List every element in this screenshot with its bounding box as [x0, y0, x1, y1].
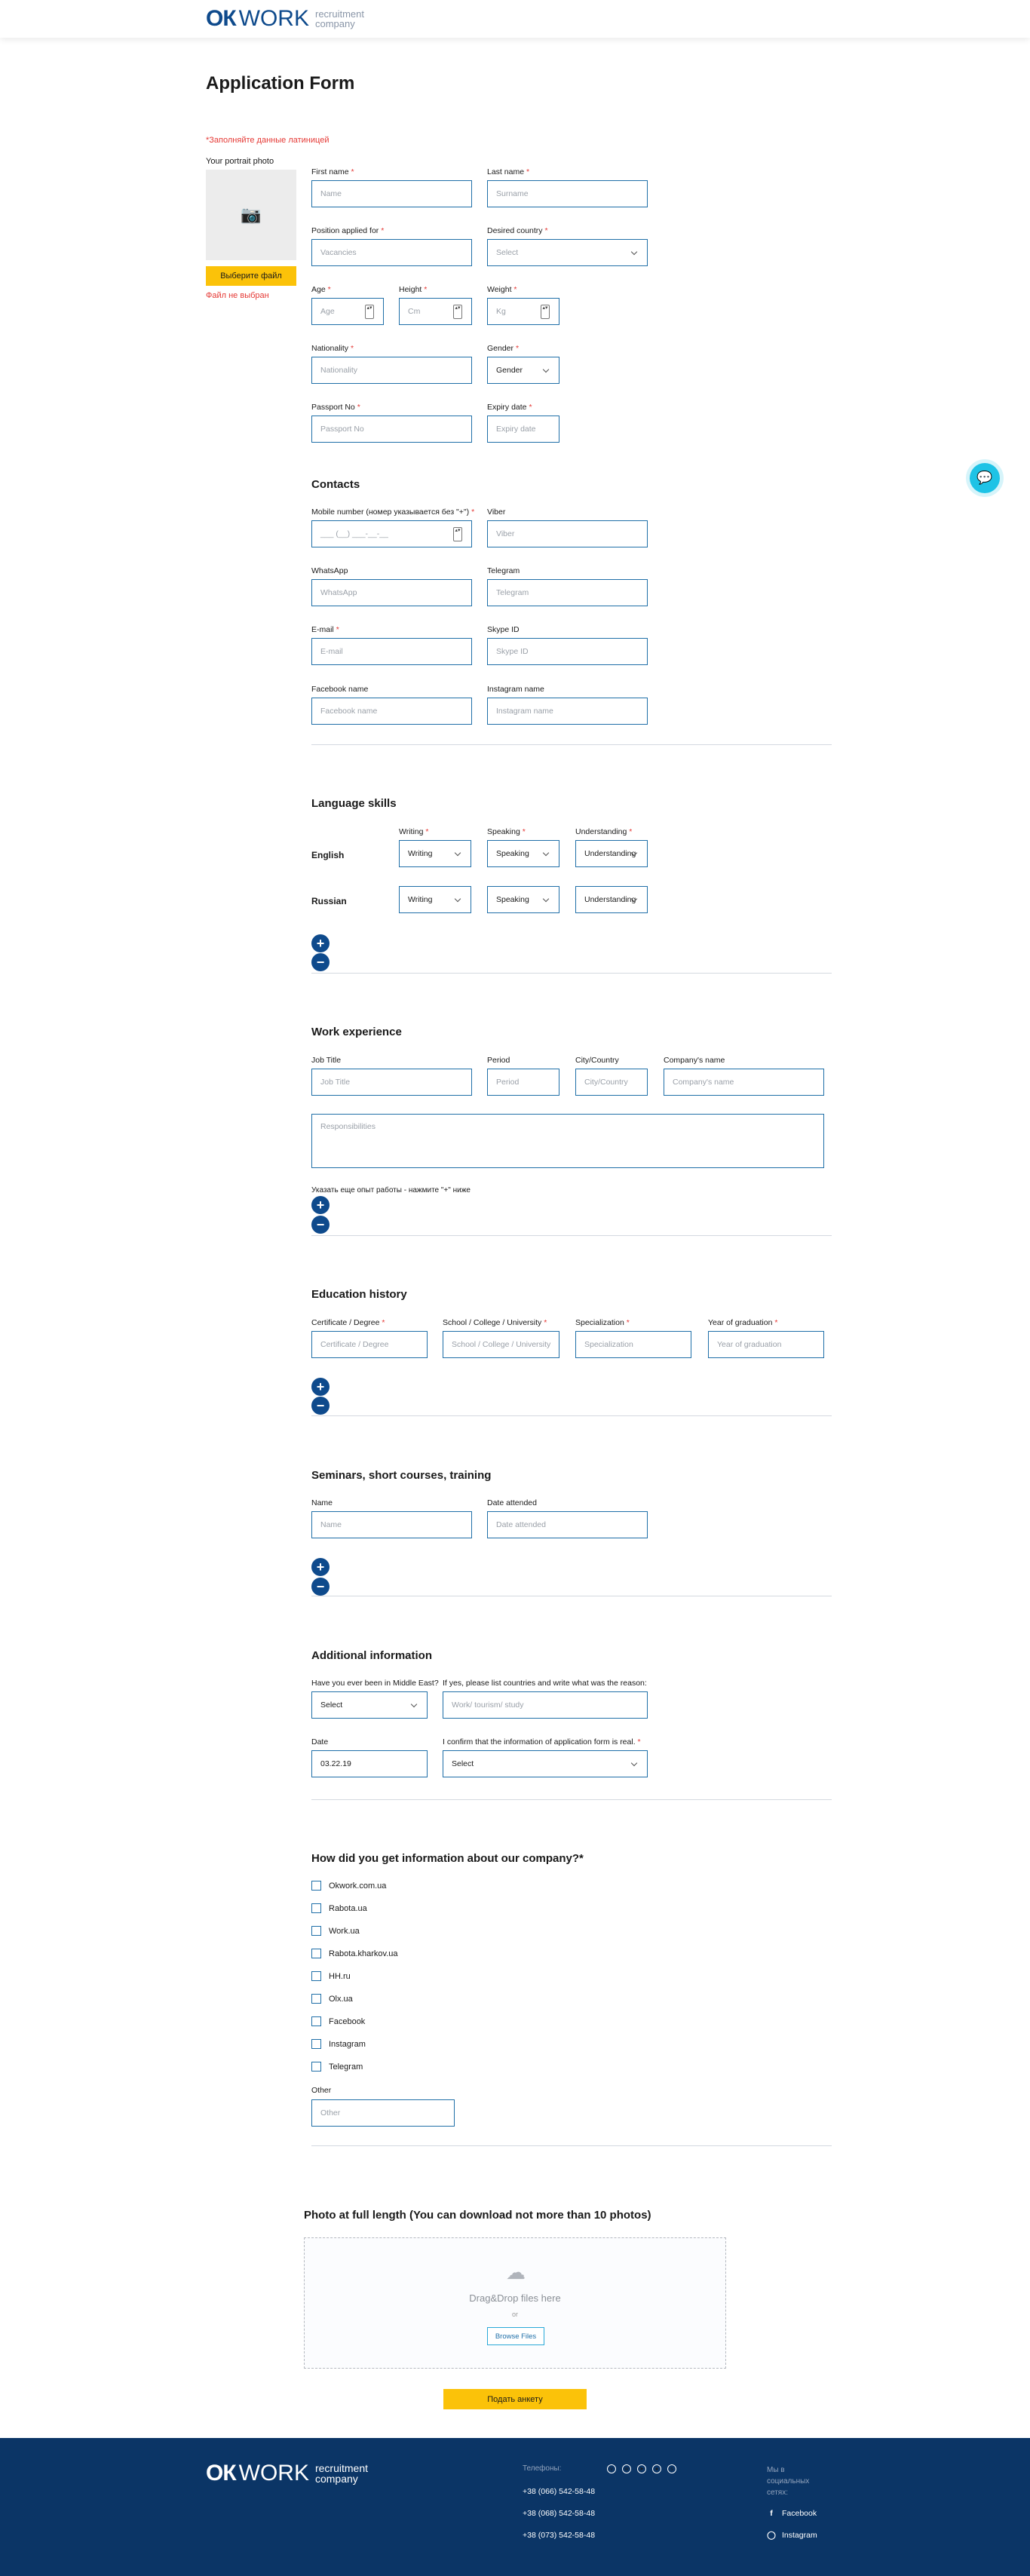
source-option[interactable] — [311, 2062, 363, 2072]
site-footer — [0, 2438, 1030, 2576]
camera-icon: 📷 — [241, 205, 262, 224]
logo-tagline: recruitment company — [314, 2462, 369, 2485]
remove-language-button[interactable] — [311, 953, 330, 971]
chat-widget-button[interactable] — [970, 463, 1000, 493]
cloud-upload-icon: ☁ — [506, 2261, 526, 2283]
remove-work-button[interactable] — [311, 1216, 330, 1234]
school-input[interactable]: School / College / University — [443, 1331, 559, 1358]
photo-placeholder — [206, 170, 296, 260]
russian-writing-select[interactable]: Writing — [399, 886, 471, 913]
reason-label: If yes, please list countries and write what was the reason: — [443, 1679, 647, 1688]
date-input[interactable]: 03.22.19 — [311, 1750, 428, 1777]
plus-icon: + — [316, 1559, 325, 1575]
work-add-hint: Указать еще опыт работы - нажмите "+" ниже — [311, 1186, 471, 1194]
russian-speaking-select[interactable]: Speaking — [487, 886, 559, 913]
minus-icon: − — [316, 955, 325, 970]
source-option-label: Facebook — [329, 2016, 366, 2026]
viber-icon[interactable]: v — [607, 2464, 616, 2473]
date-label: Date — [311, 1737, 329, 1746]
period-input[interactable]: Period — [487, 1069, 559, 1096]
page-title: Application Form — [206, 73, 355, 94]
viber-input[interactable]: Viber — [487, 520, 648, 547]
city-label: City/Country — [575, 1056, 619, 1065]
source-checkbox[interactable] — [311, 2062, 321, 2072]
messenger-icons — [607, 2464, 676, 2473]
source-option-label: Okwork.com.ua — [329, 1881, 387, 1891]
desired-country-select[interactable]: Select — [487, 239, 648, 266]
nationality-label: Nationality * — [311, 344, 354, 353]
company-label: Company's name — [664, 1056, 725, 1065]
whatsapp-icon[interactable]: w — [622, 2464, 631, 2473]
gender-select[interactable]: Gender — [487, 357, 559, 384]
source-option[interactable] — [311, 2039, 366, 2049]
specialization-input[interactable]: Specialization — [575, 1331, 691, 1358]
expiry-input[interactable]: Expiry date — [487, 416, 559, 443]
source-option-label: Rabota.ua — [329, 1903, 367, 1913]
seminar-name-label: Name — [311, 1498, 333, 1507]
date-attended-input[interactable]: Date attended — [487, 1511, 648, 1538]
file-status: Файл не выбран — [206, 291, 269, 300]
source-option[interactable] — [311, 1949, 398, 1958]
work-heading: Work experience — [311, 1026, 402, 1038]
phone-link[interactable]: +38 (073) 542-58-48 — [523, 2531, 596, 2540]
section-divider — [311, 1799, 832, 1800]
first-name-label: First name * — [311, 167, 354, 176]
age-label: Age * — [311, 285, 331, 294]
skype-icon[interactable]: s — [667, 2464, 676, 2473]
first-name-input[interactable]: Name — [311, 180, 472, 207]
last-name-input[interactable]: Surname — [487, 180, 648, 207]
chat-icon: 💬 — [976, 471, 993, 485]
mobile-label: Mobile number (номер указывается без "+") * — [311, 508, 475, 517]
email-label: E-mail * — [311, 625, 339, 634]
understanding-header: Understanding * — [575, 827, 633, 836]
source-option[interactable] — [311, 1994, 353, 2004]
weight-label: Weight * — [487, 285, 517, 294]
source-checkbox[interactable] — [311, 1971, 321, 1981]
plus-icon: + — [316, 1379, 325, 1394]
weight-input[interactable]: Kg ▴▾ — [487, 298, 559, 325]
add-language-button[interactable] — [311, 934, 330, 952]
phone-link[interactable]: +38 (066) 542-58-48 — [523, 2487, 596, 2496]
upload-heading: Photo at full length (You can download not more than 10 photos) — [304, 2209, 651, 2222]
dropzone-or: or — [511, 2311, 518, 2318]
seminars-heading: Seminars, short courses, training — [311, 1469, 492, 1482]
gender-label: Gender * — [487, 344, 520, 353]
remove-education-button[interactable] — [311, 1397, 330, 1415]
expiry-label: Expiry date * — [487, 403, 532, 412]
passport-label: Passport No * — [311, 403, 360, 412]
source-heading: How did you get information about our company?* — [311, 1852, 584, 1865]
social-label: Мы в социальных сетях: — [767, 2466, 810, 2497]
dropzone-text: Drag&Drop files here — [469, 2292, 561, 2304]
specialization-label: Specialization * — [575, 1318, 630, 1327]
required-note: *Заполняйте данные латиницей — [206, 136, 330, 145]
whatsapp-input[interactable]: WhatsApp — [311, 579, 472, 606]
source-option[interactable] — [311, 1881, 386, 1891]
source-checkbox[interactable] — [311, 1903, 321, 1913]
language-name-english: English — [311, 850, 345, 860]
email-input[interactable]: E-mail — [311, 638, 472, 665]
section-divider — [311, 2145, 832, 2146]
english-understanding-select[interactable]: Understanding — [575, 840, 648, 867]
facebook-label: Facebook name — [311, 685, 369, 694]
browse-files-button[interactable]: Browse Files — [487, 2327, 544, 2345]
file-dropzone[interactable] — [304, 2237, 726, 2369]
phone-link[interactable]: +38 (068) 542-58-48 — [523, 2509, 596, 2518]
source-checkbox[interactable] — [311, 1949, 321, 1958]
source-option-label: Rabota.kharkov.ua — [329, 1949, 398, 1958]
logo-tagline: recruitment company — [314, 8, 365, 29]
add-seminar-button[interactable] — [311, 1558, 330, 1576]
source-checkbox[interactable] — [311, 1926, 321, 1936]
speaking-header: Speaking * — [487, 827, 526, 836]
seminar-name-input[interactable]: Name — [311, 1511, 472, 1538]
source-option-label: Instagram — [329, 2039, 366, 2049]
city-input[interactable]: City/Country — [575, 1069, 648, 1096]
certificate-input[interactable]: Certificate / Degree — [311, 1331, 428, 1358]
whatsapp-label: WhatsApp — [311, 566, 348, 575]
telegram-input[interactable]: Telegram — [487, 579, 648, 606]
skype-label: Skype ID — [487, 625, 520, 634]
desired-country-label: Desired country * — [487, 226, 548, 235]
position-label: Position applied for * — [311, 226, 385, 235]
passport-input[interactable]: Passport No — [311, 416, 472, 443]
source-checkbox[interactable] — [311, 1994, 321, 2004]
footer-instagram-link[interactable]: ◯ Instagram — [767, 2531, 817, 2540]
plus-icon: + — [316, 936, 325, 951]
telegram-icon[interactable]: ➤ — [637, 2464, 646, 2473]
footer-facebook-link[interactable]: f Facebook — [767, 2509, 817, 2518]
photo-label: Your portrait photo — [206, 157, 274, 166]
facebook-icon: f — [770, 2509, 773, 2518]
additional-heading: Additional information — [311, 1649, 432, 1662]
reason-input[interactable]: Work/ tourism/ study — [443, 1691, 648, 1719]
job-title-input[interactable]: Job Title — [311, 1069, 472, 1096]
instagram-icon: ◯ — [767, 2531, 776, 2540]
language-heading: Language skills — [311, 797, 397, 810]
other-label: Other — [311, 2086, 332, 2095]
graduation-year-label: Year of graduation * — [708, 1318, 778, 1327]
graduation-year-input[interactable]: Year of graduation — [708, 1331, 824, 1358]
source-checkbox[interactable] — [311, 1881, 321, 1891]
source-option[interactable] — [311, 1926, 360, 1936]
instagram-label: Instagram name — [487, 685, 544, 694]
chat-bubble-icon[interactable]: ● — [652, 2464, 661, 2473]
school-label: School / College / University * — [443, 1318, 547, 1327]
source-option[interactable] — [311, 1903, 367, 1913]
writing-header: Writing * — [399, 827, 429, 836]
source-option[interactable] — [311, 1971, 351, 1981]
education-heading: Education history — [311, 1288, 407, 1301]
telegram-label: Telegram — [487, 566, 520, 575]
site-header — [0, 0, 1030, 38]
remove-seminar-button[interactable] — [311, 1578, 330, 1596]
source-option-label: Olx.ua — [329, 1994, 353, 2004]
mobile-input[interactable]: ___ (__) ___-__-__ ▴▾ — [311, 520, 472, 547]
section-divider — [311, 744, 832, 745]
instagram-input[interactable]: Instagram name — [487, 698, 648, 725]
phones-label: Телефоны: — [523, 2464, 562, 2473]
height-label: Height * — [399, 285, 428, 294]
confirm-label: I confirm that the information of application form is real. * — [443, 1737, 641, 1746]
footer-logo[interactable] — [206, 2461, 368, 2486]
source-option-label: HH.ru — [329, 1971, 351, 1981]
language-name-russian: Russian — [311, 896, 347, 906]
logo-ok: ОК — [206, 2461, 236, 2486]
minus-icon: − — [316, 1579, 325, 1594]
viber-label: Viber — [487, 508, 506, 517]
nationality-input[interactable]: Nationality — [311, 357, 472, 384]
logo-work: WORK — [238, 2461, 309, 2486]
middle-east-select[interactable]: Select — [311, 1691, 428, 1719]
minus-icon: − — [316, 1398, 325, 1413]
choose-file-button[interactable]: Выберите файл — [206, 266, 296, 286]
logo-ok: ОК — [206, 6, 236, 31]
english-speaking-select[interactable]: Speaking — [487, 840, 559, 867]
date-attended-label: Date attended — [487, 1498, 537, 1507]
height-input[interactable]: Cm ▴▾ — [399, 298, 472, 325]
minus-icon: − — [316, 1217, 325, 1232]
period-label: Period — [487, 1056, 510, 1065]
source-checkbox[interactable] — [311, 2039, 321, 2049]
source-option[interactable] — [311, 2016, 365, 2026]
age-input[interactable]: Age ▴▾ — [311, 298, 384, 325]
skype-input[interactable]: Skype ID — [487, 638, 648, 665]
certificate-label: Certificate / Degree * — [311, 1318, 385, 1327]
responsibilities-textarea[interactable]: Responsibilities — [311, 1114, 824, 1168]
english-writing-select[interactable]: Writing — [399, 840, 471, 867]
source-option-label: Telegram — [329, 2062, 363, 2072]
confirm-select[interactable]: Select — [443, 1750, 648, 1777]
add-education-button[interactable] — [311, 1378, 330, 1396]
section-divider — [311, 973, 832, 974]
last-name-label: Last name * — [487, 167, 530, 176]
facebook-input[interactable]: Facebook name — [311, 698, 472, 725]
other-input[interactable]: Other — [311, 2099, 455, 2127]
job-title-label: Job Title — [311, 1056, 342, 1065]
company-input[interactable]: Company's name — [664, 1069, 824, 1096]
source-option-label: Work.ua — [329, 1926, 360, 1936]
middle-east-label: Have you ever been in Middle East? — [311, 1679, 439, 1688]
add-work-button[interactable] — [311, 1196, 330, 1214]
source-checkbox[interactable] — [311, 2016, 321, 2026]
russian-understanding-select[interactable]: Understanding — [575, 886, 648, 913]
logo-work: WORK — [238, 6, 309, 31]
plus-icon: + — [316, 1198, 325, 1213]
submit-button[interactable]: Подать анкету — [443, 2389, 587, 2409]
logo[interactable] — [206, 6, 364, 32]
section-divider — [311, 1415, 832, 1416]
position-input[interactable]: Vacancies — [311, 239, 472, 266]
contacts-heading: Contacts — [311, 478, 360, 491]
section-divider — [311, 1235, 832, 1236]
